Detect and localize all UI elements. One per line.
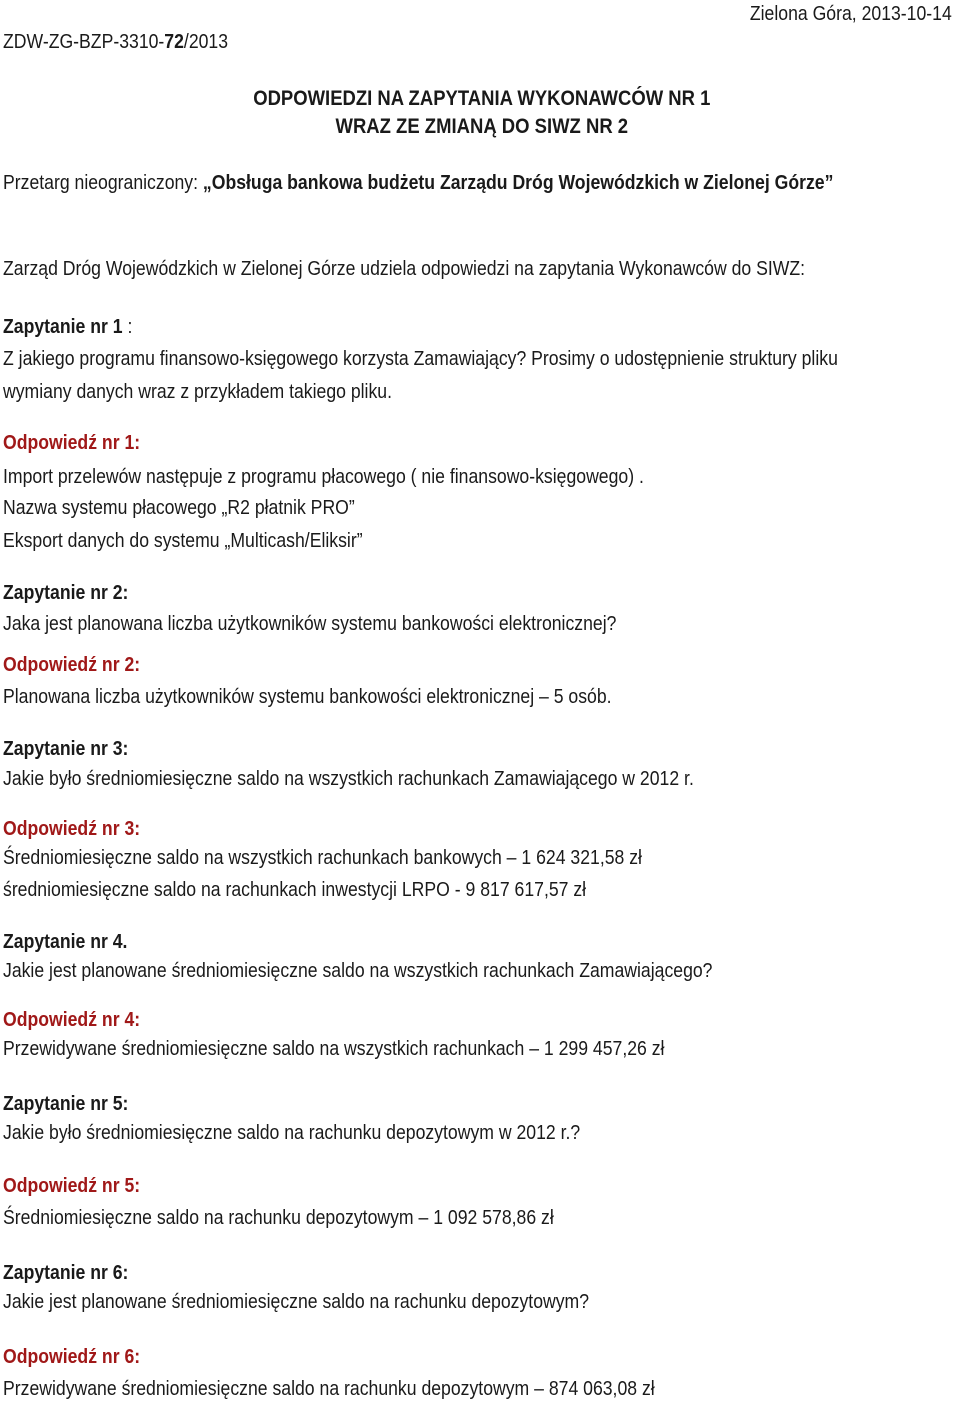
question-4-heading: Zapytanie nr 4. (3, 930, 128, 953)
question-2-heading: Zapytanie nr 2: (3, 581, 129, 604)
answer-2-heading: Odpowiedź nr 2: (3, 653, 141, 676)
answer-1-heading: Odpowiedź nr 1: (3, 431, 141, 454)
question-3-heading: Zapytanie nr 3: (3, 737, 129, 760)
question-1-separator: : (122, 315, 133, 338)
question-1-text: Z jakiego programu finansowo-księgowego korzysta Zamawiający? Prosimy o udostępnienie struktury pliku (3, 347, 838, 370)
answer-6-text: Przewidywane średniomiesięczne saldo na rachunku depozytowym – 874 063,08 zł (3, 1377, 655, 1400)
question-1-label: Zapytanie nr 1 (3, 315, 123, 338)
answer-1-system-name: Nazwa systemu płacowego „R2 płatnik PRO” (3, 496, 355, 519)
reference-number: 72 (164, 30, 184, 53)
question-1-text-cont: wymiany danych wraz z przykładem takiego pliku. (3, 380, 393, 403)
answer-3-heading: Odpowiedź nr 3: (3, 817, 141, 840)
reference-prefix: ZDW-ZG-BZP-3310- (3, 30, 165, 53)
question-6-heading: Zapytanie nr 6: (3, 1261, 129, 1284)
answer-1-text: Import przelewów następuje z programu płacowego ( nie finansowo-księgowego) . (3, 465, 644, 488)
reference-suffix: /2013 (183, 30, 229, 53)
question-2-text: Jaka jest planowana liczba użytkowników systemu bankowości elektronicznej? (3, 612, 617, 635)
question-3-text: Jakie było średniomiesięczne saldo na wszystkich rachunkach Zamawiającego w 2012 r. (3, 767, 694, 790)
tender-name: „Obsługa bankowa budżetu Zarządu Dróg Wojewódzkich w Zielonej Górze” (202, 171, 834, 194)
answer-4-heading: Odpowiedź nr 4: (3, 1008, 141, 1031)
intro-text: Zarząd Dróg Wojewódzkich w Zielonej Górze udziela odpowiedzi na zapytania Wykonawców do SIWZ: (3, 257, 806, 280)
answer-2-text: Planowana liczba użytkowników systemu bankowości elektronicznej – 5 osób. (3, 685, 612, 708)
document-reference (3, 29, 228, 55)
answer-3-text: Średniomiesięczne saldo na wszystkich rachunkach bankowych – 1 624 321,58 zł (3, 846, 642, 869)
question-6-text: Jakie jest planowane średniomiesięczne saldo na rachunku depozytowym? (3, 1290, 590, 1313)
tender-prefix: Przetarg nieograniczony: (3, 171, 203, 194)
answer-5-text: Średniomiesięczne saldo na rachunku depozytowym – 1 092 578,86 zł (3, 1206, 554, 1229)
place-date: Zielona Góra, 2013-10-14 (750, 2, 952, 25)
document-title-line-1: ODPOWIEDZI NA ZAPYTANIA WYKONAWCÓW NR 1 (253, 87, 711, 110)
question-5-text: Jakie było średniomiesięczne saldo na rachunku depozytowym w 2012 r.? (3, 1121, 581, 1144)
answer-3-text-2: średniomiesięczne saldo na rachunkach inwestycji LRPO - 9 817 617,57 zł (3, 878, 587, 901)
answer-4-text: Przewidywane średniomiesięczne saldo na wszystkich rachunkach – 1 299 457,26 zł (3, 1037, 665, 1060)
answer-6-heading: Odpowiedź nr 6: (3, 1345, 141, 1368)
question-4-text: Jakie jest planowane średniomiesięczne saldo na wszystkich rachunkach Zamawiającego? (3, 959, 713, 982)
question-1-heading (3, 314, 132, 340)
answer-1-export: Eksport danych do systemu „Multicash/Eliksir” (3, 529, 363, 552)
tender-line (3, 170, 833, 196)
question-5-heading: Zapytanie nr 5: (3, 1092, 129, 1115)
answer-5-heading: Odpowiedź nr 5: (3, 1174, 141, 1197)
document-title-line-2: WRAZ ZE ZMIANĄ DO SIWZ NR 2 (335, 115, 629, 138)
